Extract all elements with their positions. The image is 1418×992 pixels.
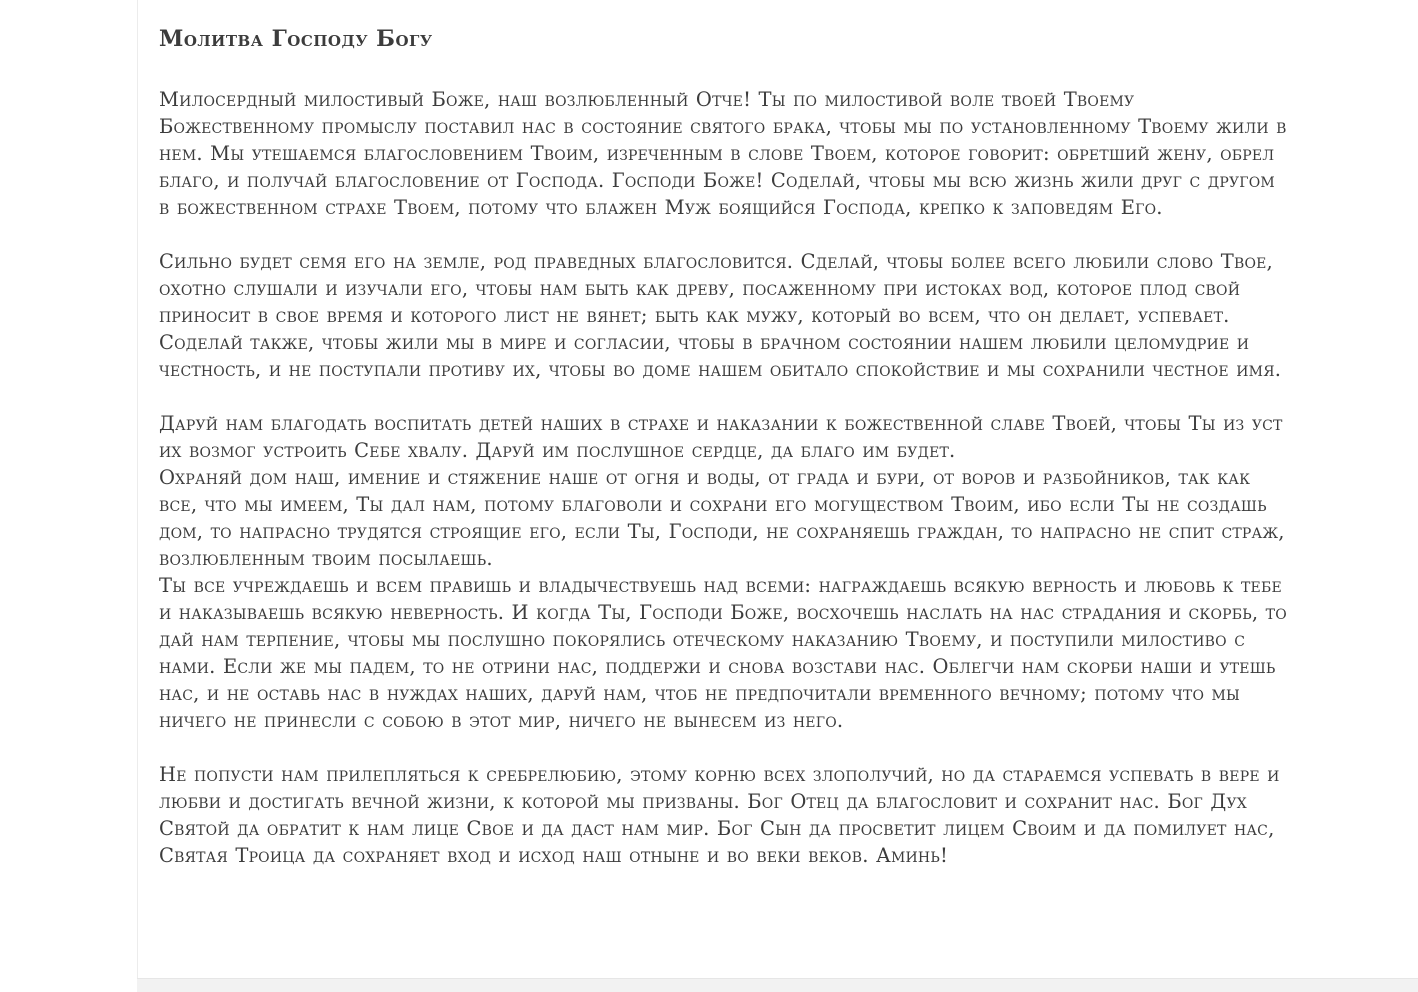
prayer-paragraph-3 bbox=[159, 410, 1378, 734]
prayer-paragraph-4: Не попусти нам прилепляться к сребрелюбию, этому корню всех злополучий, но да стараемся успевать в вере и любви и достигать вечной жизни, к которой мы призваны. Бог Отец да благословит и сохранит нас. Бог Дух Святой да обратит к нам лице Свое и да даст нам мир. Бог Сын да просветит лицем Своим и да помилует нас, Святая Троица да сохраняет вход и исход наш отныне и во веки веков. Аминь! bbox=[159, 763, 1280, 867]
document-page bbox=[137, 0, 1418, 978]
prayer-paragraph-3-segment-2: Охраняй дом наш, имение и стяжение наше от огня и воды, от града и бури, от воров и разбойников, так как все, что мы имеем, Ты дал нам, потому благоволи и сохрани его могуществом Твоим, ибо если Ты не создашь дом, то напрасно трудятся строящие его, если Ты, Господи, не сохраняешь граждан, то напрасно не спит страж, возлюбленным твоим посылаешь. bbox=[159, 466, 1285, 570]
prayer-paragraph-3-segment-3: Ты все учреждаешь и всем правишь и владычествуешь над всеми: награждаешь всякую верность и любовь к тебе и наказываешь всякую неверность. И когда Ты, Господи Боже, восхочешь наслать на нас страдания и скорбь, то дай нам терпение, чтобы мы послушно покорялись отеческому наказанию Твоему, и поступили милостиво с нами. Если же мы падем, то не отрини нас, поддержи и снова возстави нас. Облегчи нам скорби наши и утешь нас, и не оставь нас в нуждах наших, даруй нам, чтоб не предпочитали временного вечному; потому что мы ничего не принесли с собою в этот мир, ничего не вынесем из него. bbox=[159, 574, 1287, 732]
prayer-paragraph-3-segment-1: Даруй нам благодать воспитать детей наших в страхе и наказании к божественной славе Твоей, чтобы Ты из уст их возмог устроить Себе хвалу. Даруй им послушное сердце, да благо им будет. bbox=[159, 412, 1283, 462]
prayer-paragraph-2: Сильно будет семя его на земле, род праведных благословится. Сделай, чтобы более всего любили слово Твое, охотно слушали и изучали его, чтобы нам быть как древу, посаженному при истоках вод, которое плод свой приносит в свое время и которого лист не вянет; быть как мужу, который во всем, что он делает, успевает. Соделай также, чтобы жили мы в мире и согласии, чтобы в брачном состоянии нашем любили целомудрие и честность, и не поступали противу их, чтобы во доме нашем обитало спокойствие и мы сохранили честное имя. bbox=[159, 250, 1282, 381]
prayer-paragraph-1: Милосердный милостивый Боже, наш возлюбленный Отче! Ты по милостивой воле твоей Твоему Божественному промыслу поставил нас в состояние святого брака, чтобы мы по установленному Твоему жили в нем. Мы утешаемся благословением Твоим, изреченным в слове Твоем, которое говорит: обретший жену, обрел благо, и получай благословение от Господа. Господи Боже! Соделай, чтобы мы всю жизнь жили друг с другом в божественном страхе Твоем, потому что блажен Муж боящийся Господа, крепко к заповедям Его. bbox=[159, 88, 1287, 219]
page-bottom-strip bbox=[137, 978, 1418, 992]
page-title: Молитва Господу Богу bbox=[159, 26, 433, 52]
